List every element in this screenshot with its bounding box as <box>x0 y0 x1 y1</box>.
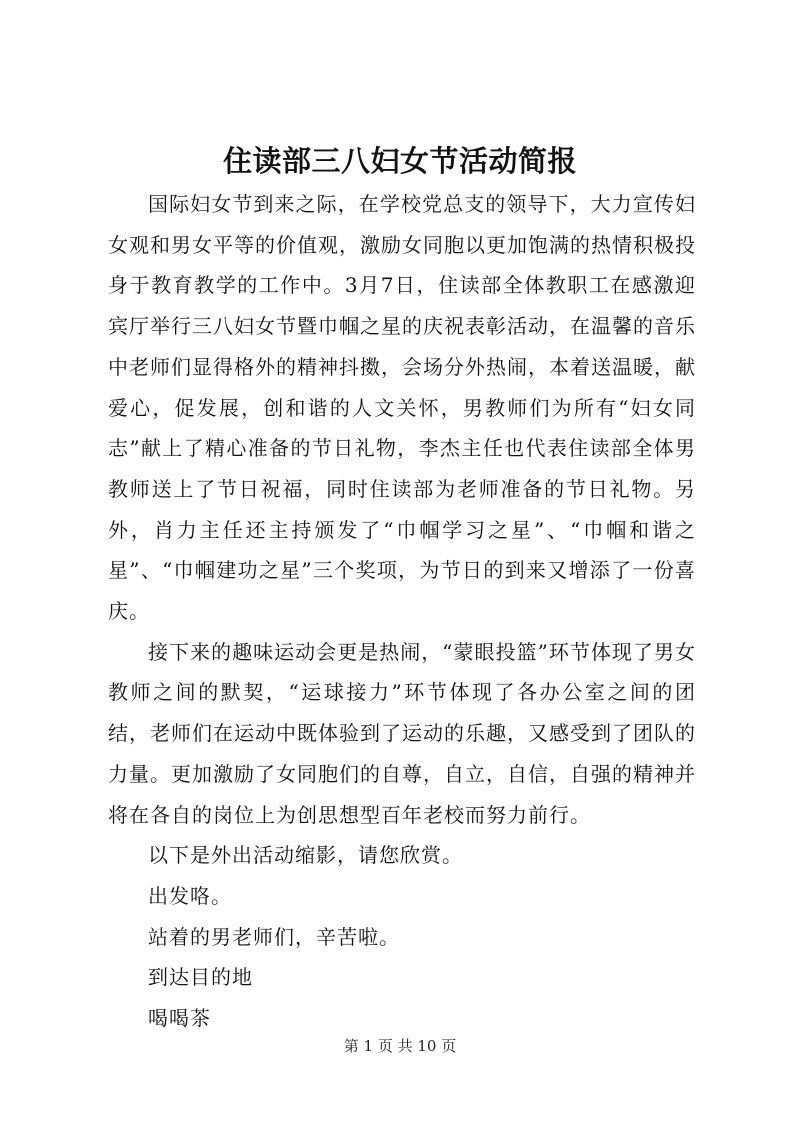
body-line: 到达目的地 <box>148 965 253 990</box>
document-title: 住读部三八妇女节活动简报 <box>222 144 577 178</box>
body-line: 喝喝茶 <box>148 1006 211 1031</box>
page-number-footer: 第 1 页 共 10 页 <box>343 1037 457 1055</box>
document-body <box>108 184 696 1039</box>
body-line: 以下是外出活动缩影，请您欣赏。 <box>148 843 463 868</box>
body-line: 站着的男老师们，辛苦啦。 <box>148 924 400 949</box>
body-line: 出发咯。 <box>148 883 232 908</box>
body-paragraph: 接下来的趣味运动会更是热闹，“蒙眼投篮”环节体现了男女教师之间的默契，“运球接力”环节体现了各办公室之间的团结，老师们在运动中既体验到了运动的乐趣，又感受到了团队的力量。更加激励了女同胞们的自尊，自立，自信，自强的精神并将在各自的岗位上为创思想型百年老校而努力前行。 <box>108 639 696 827</box>
body-paragraph: 国际妇女节到来之际，在学校党总支的领导下，大力宣传妇女观和男女平等的价值观，激励女同胞以更加饱满的热情积极投身于教育教学的工作中。3月7日，住读部全体教职工在感激迎宾厅举行三八妇女节暨巾帼之星的庆祝表彰活动，在温馨的音乐中老师们显得格外的精神抖擞，会场分外热闹，本着送温暖，献爱心，促发展，创和谐的人文关怀，男教师们为所有“妇女同志”献上了精心准备的节日礼物，李杰主任也代表住读部全体男教师送上了节日祝福，同时住读部为老师准备的节日礼物。另外，肖力主任还主持颁发了“巾帼学习之星”、“巾帼和谐之星”、“巾帼建功之星”三个奖项，为节日的到来又增添了一份喜庆。 <box>108 192 696 624</box>
